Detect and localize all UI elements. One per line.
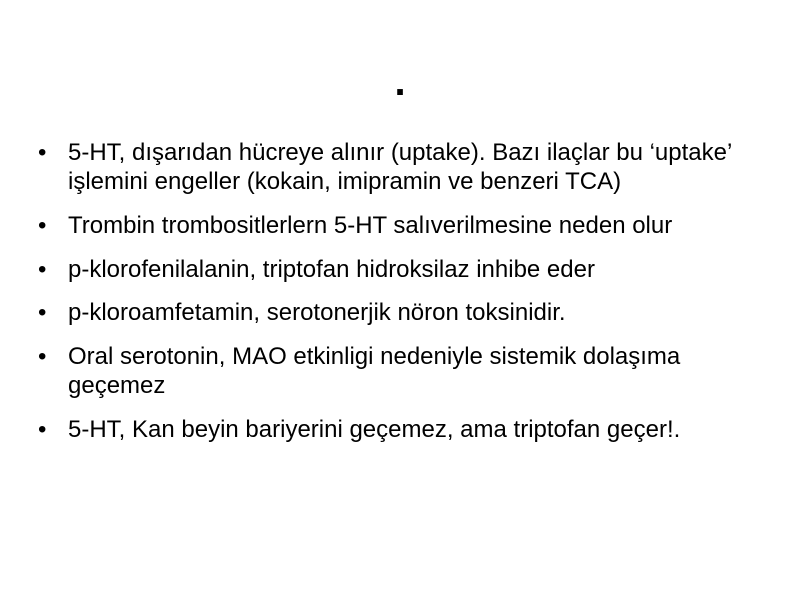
bullet-text: p-kloroamfetamin, serotonerjik nöron toksinidir. — [68, 299, 566, 326]
bullet-marker: • — [38, 299, 47, 326]
bullet-text: Trombin trombositlerlern 5-HT salıverilmesine neden olur — [68, 212, 673, 239]
bullet-item — [38, 255, 778, 284]
bullet-text: 5-HT, Kan beyin bariyerini geçemez, ama triptofan geçer!. — [68, 416, 681, 443]
bullet-item — [38, 211, 778, 240]
bullet-marker: • — [38, 416, 47, 443]
bullet-text: p-klorofenilalanin, triptofan hidroksilaz inhibe eder — [68, 256, 595, 283]
bullet-item — [38, 298, 778, 327]
bullet-item — [38, 138, 778, 196]
bullet-text: 5-HT, dışarıdan hücreye alınır (uptake). Bazı ilaçlar bu ‘uptake’ işlemini engeller (kokain, imipramin ve benzeri TCA) — [68, 139, 732, 195]
bullet-marker: • — [38, 343, 47, 370]
bullet-marker: • — [38, 139, 47, 166]
bullet-item — [38, 342, 778, 400]
bullet-list — [38, 138, 778, 459]
bullet-item — [38, 415, 778, 444]
bullet-marker: • — [38, 256, 47, 283]
slide-title: . — [394, 60, 406, 104]
bullet-text: Oral serotonin, MAO etkinligi nedeniyle sistemik dolaşıma geçemez — [68, 343, 681, 399]
bullet-marker: • — [38, 212, 47, 239]
